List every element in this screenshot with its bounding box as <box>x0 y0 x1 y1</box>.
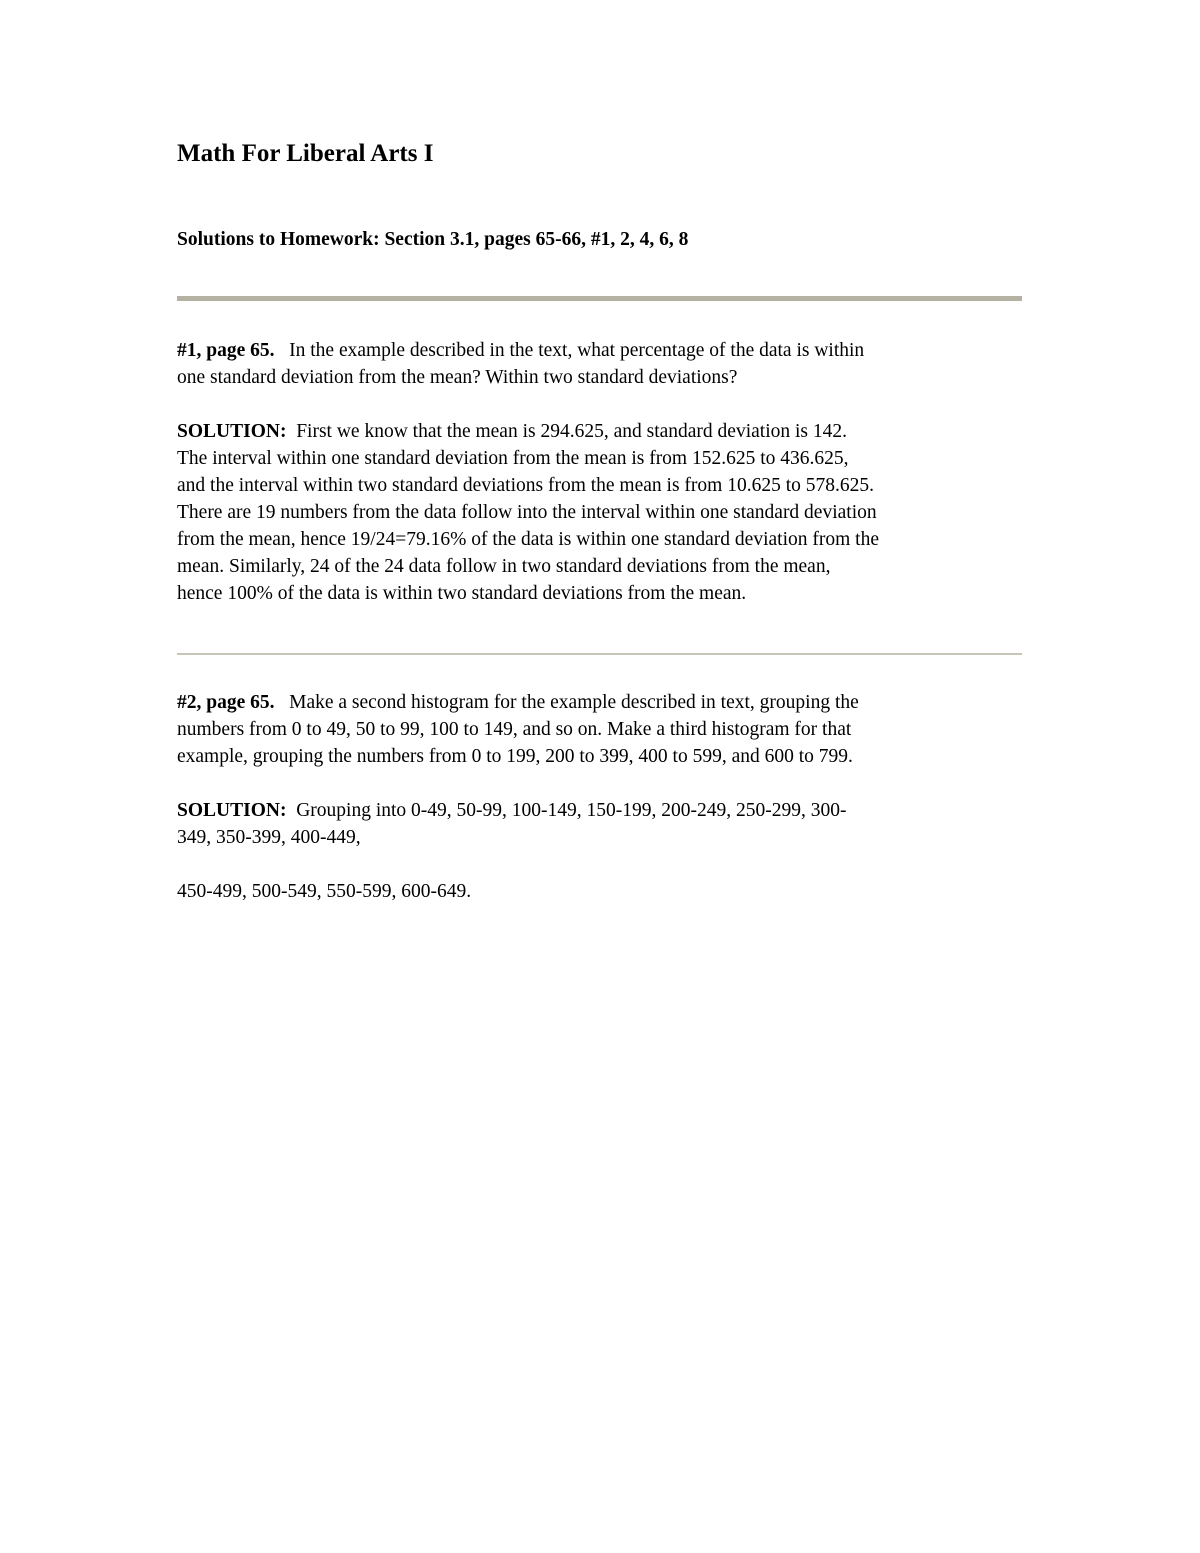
problem-divider <box>177 653 1022 655</box>
problem-1-solution-line-4: There are 19 numbers from the data follow into the interval within one standard deviation <box>177 502 877 523</box>
problem-2-label: #2, page 65. <box>177 692 275 713</box>
problem-1-question-line-1 <box>177 337 1027 364</box>
page-title: Math For Liberal Arts I <box>177 140 434 167</box>
problem-1-solution-text-1: First we know that the mean is 294.625, and standard deviation is 142. <box>296 421 847 442</box>
problem-2-solution-label: SOLUTION: <box>177 800 287 821</box>
problem-1-question <box>177 337 1027 391</box>
problem-2-solution-text-1: Grouping into 0-49, 50-99, 100-149, 150-199, 200-249, 250-299, 300- <box>296 800 847 821</box>
problem-1-solution-label: SOLUTION: <box>177 421 287 442</box>
problem-2-question <box>177 689 1027 770</box>
problem-2-solution-line-1 <box>177 797 1027 824</box>
problem-1-solution <box>177 418 1027 607</box>
problem-1-solution-line-1 <box>177 418 1027 445</box>
problem-2-solution-line-2: 349, 350-399, 400-449, <box>177 827 361 848</box>
problem-2-solution <box>177 797 1027 851</box>
problem-2-question-line-3: example, grouping the numbers from 0 to 199, 200 to 399, 400 to 599, and 600 to 799. <box>177 746 853 767</box>
problem-2-solution-continued-line: 450-499, 500-549, 550-599, 600-649. <box>177 881 472 902</box>
problem-2-question-line-2: numbers from 0 to 49, 50 to 99, 100 to 149, and so on. Make a third histogram for that <box>177 719 852 740</box>
problem-1-solution-line-2: The interval within one standard deviation from the mean is from 152.625 to 436.625, <box>177 448 849 469</box>
page-subtitle: Solutions to Homework: Section 3.1, pages 65-66, #1, 2, 4, 6, 8 <box>177 229 689 250</box>
problem-2-question-text-1: Make a second histogram for the example described in text, grouping the <box>289 692 859 713</box>
problem-1-label: #1, page 65. <box>177 340 275 361</box>
problem-1-question-text-1: In the example described in the text, what percentage of the data is within <box>289 340 865 361</box>
header-divider <box>177 296 1022 301</box>
problem-1-solution-line-6: mean. Similarly, 24 of the 24 data follow in two standard deviations from the mean, <box>177 556 831 577</box>
problem-2-solution-continued <box>177 878 1027 905</box>
problem-1-solution-line-5: from the mean, hence 19/24=79.16% of the data is within one standard deviation from the <box>177 529 879 550</box>
problem-1-solution-line-7: hence 100% of the data is within two standard deviations from the mean. <box>177 583 747 604</box>
problem-1-question-line-2: one standard deviation from the mean? Within two standard deviations? <box>177 367 738 388</box>
problem-2-question-line-1 <box>177 689 1027 716</box>
problem-1-solution-line-3: and the interval within two standard deviations from the mean is from 10.625 to 578.625. <box>177 475 874 496</box>
